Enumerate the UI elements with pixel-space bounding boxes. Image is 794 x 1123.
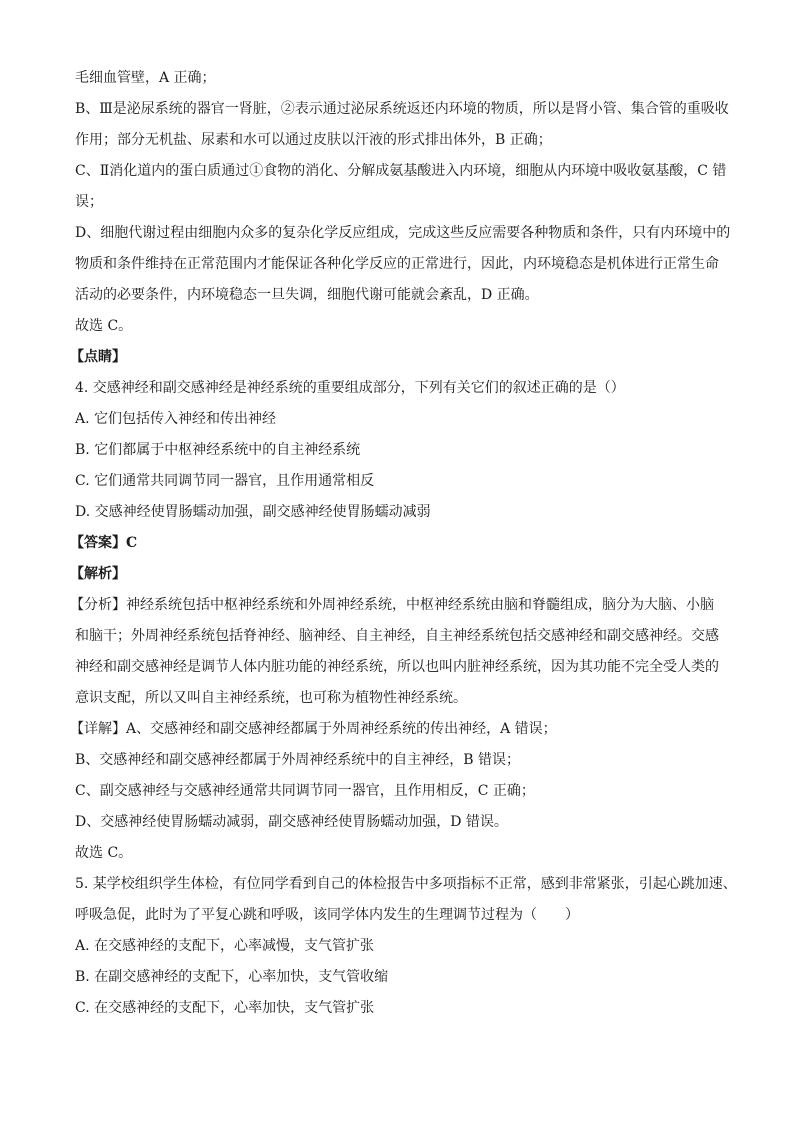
question-stem: 4. 交感神经和副交感神经是神经系统的重要组成部分，下列有关它们的叙述正确的是（） <box>75 380 625 396</box>
text-line: 故选 C。 <box>75 318 133 334</box>
text-line: 【详解】A、交感神经和副交感神经都属于外周神经系统的传出神经，A 错误； <box>70 721 557 737</box>
text-line: 作用；部分无机盐、尿素和水可以通过皮肤以汗液的形式排出体外，B 正确； <box>75 132 552 148</box>
text-line: 误； <box>75 194 103 210</box>
question-stem: 5. 某学校组织学生体检，有位同学看到自己的体检报告中多项指标不正常，感到非常紧张，引起心跳加速、 <box>75 876 737 892</box>
option-c: C. 在交感神经的支配下，心率加快，支气管扩张 <box>75 1000 375 1016</box>
text-line: 和脑干；外周神经系统包括脊神经、脑神经、自主神经，自主神经系统包括交感神经和副交感神经。交感 <box>75 628 719 644</box>
text-line: D、交感神经使胃肠蠕动减弱，副交感神经使胃肠蠕动加强，D 错误。 <box>75 814 508 830</box>
text-line: 毛细血管壁，A 正确； <box>75 70 216 86</box>
option-a: A. 在交感神经的支配下，心率减慢，支气管扩张 <box>75 938 375 954</box>
text-line: 活动的必要条件，内环境稳态一旦失调，细胞代谢可能就会紊乱，D 正确。 <box>75 287 539 303</box>
text-line: B、Ⅲ是泌尿系统的器官一肾脏，②表示通过泌尿系统返还内环境的物质，所以是肾小管、集合管的重吸收 <box>75 101 729 117</box>
text-line: 【分析】神经系统包括中枢神经系统和外周神经系统，中枢神经系统由脑和脊髓组成，脑分为大脑、小脑 <box>70 597 714 613</box>
text-line: 神经和副交感神经是调节人体内脏功能的神经系统，所以也叫内脏神经系统，因为其功能不完全受人类的 <box>75 659 719 675</box>
section-heading: 【点睛】 <box>70 349 126 365</box>
text-line: C、副交感神经与交感神经通常共同调节同一器官，且作用相反，C 正确； <box>75 783 535 799</box>
option-c: C. 它们通常共同调节同一器官，且作用通常相反 <box>75 473 375 489</box>
text-line: C、Ⅱ消化道内的蛋白质通过①食物的消化、分解成氨基酸进入内环境，细胞从内环境中吸收氨基酸，C 错 <box>75 163 727 179</box>
text-line: D、细胞代谢过程由细胞内众多的复杂化学反应组成，完成这些反应需要各种物质和条件，只有内环境中的 <box>75 225 731 241</box>
text-line: B、交感神经和副交感神经都属于外周神经系统中的自主神经，B 错误； <box>75 752 521 768</box>
analysis-heading: 【解析】 <box>70 566 126 582</box>
text-line: 物质和条件维持在正常范围内才能保证各种化学反应的正常进行，因此，内环境稳态是机体进行正常生命 <box>75 256 719 272</box>
option-b: B. 在副交感神经的支配下，心率加快，支气管收缩 <box>75 969 389 985</box>
option-b: B. 它们都属于中枢神经系统中的自主神经系统 <box>75 442 361 458</box>
text-line: 意识支配，所以又叫自主神经系统，也可称为植物性神经系统。 <box>75 690 467 706</box>
answer-heading: 【答案】C <box>70 535 138 551</box>
option-d: D. 交感神经使胃肠蠕动加强，副交感神经使胃肠蠕动减弱 <box>75 504 431 520</box>
text-line: 故选 C。 <box>75 845 133 861</box>
option-a: A. 它们包括传入神经和传出神经 <box>75 411 277 427</box>
question-stem: 呼吸急促，此时为了平复心跳和呼吸，该同学体内发生的生理调节过程为（ ） <box>75 907 579 923</box>
